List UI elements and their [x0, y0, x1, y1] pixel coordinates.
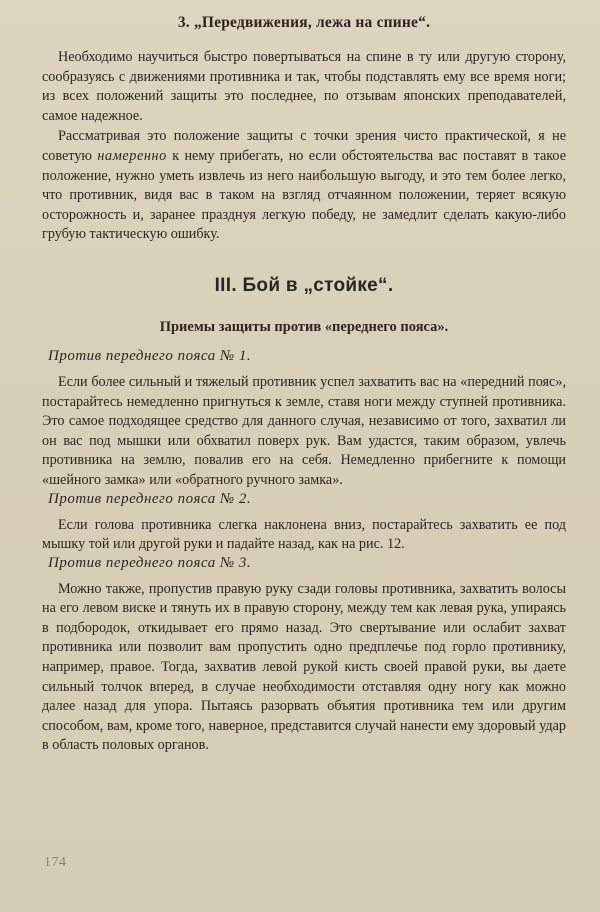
case-text-3: Можно также, пропустив правую руку сзади головы противника, захватить волосы на его левом виске и тянуть их в правую сторону, между тем как левая рука, упираясь в подбородок, откидывает его прямо назад. Это свертывание или ослабит захват противника или позволит вам пропустить одно предплечье под горло противнику, например, правое. Тогда, захватив левой рукой кисть своей правой руки, вы даете сильный толчок вперед, в случае необходимости отставляя одну ногу как можно далее назад для упора. Пытаясь разорвать объятия противника тем или другим способом, вам, кроме того, наверное, представится случай нанести ему здоровый удар в область половых органов.	[42, 580, 566, 754]
chapter-subheading: Приемы защиты против «переднего пояса».	[159, 318, 449, 335]
section-heading: 3. „Передвижения, лежа на спине“.	[177, 14, 431, 31]
section-paragraph-1: Необходимо научиться быстро повертываться на спине в ту или другую сторону, сообразуясь с движениями противника и так, чтобы подставлять ему все время ноги; из всех положений защиты это последнее, по отзывам японских преподавателей, самое надежное.	[42, 49, 566, 124]
paragraph-text-start: Рассматривая это положение защиты с точки зрения чисто практической, я не советую	[42, 128, 566, 164]
case-text-1: Если более сильный и тяжелый противник успел захватить вас на «передний пояс», постарайтесь немедленно пригнуться к земле, ставя ноги между ступней противника. Это самое подходящее средство для данного случая, независимо от того, захватил ли он вас под мышки или обхватил поверх рук. Вам удастся, таким образом, увлечь противника на землю, повалив его на себя. Немедленно прибегните к помощи «шейного замка» или «обратного ручного замка».	[42, 373, 566, 488]
section-paragraph-2	[42, 127, 566, 245]
case-title-2: Против переднего пояса № 2.	[48, 490, 252, 507]
emphasized-word: намеренно	[97, 147, 167, 164]
chapter-heading: III. Бой в „стойке“.	[214, 274, 394, 296]
case-title-3: Против переднего пояса № 3.	[48, 554, 252, 571]
case-text-2: Если голова противника слегка наклонена вниз, постарайтесь захватить ее под мышку той или другой руки и падайте назад, как на рис. 12.	[42, 516, 566, 553]
paragraph-text-end: к нему прибегать, но если обстоятельства вас поставят в такое положение, нужно уметь извлечь из него наибольшую выгоду, и это тем более легко, что противник, видя вас в таком на взгляд отчаянном положении, теряет всякую осторожность и, заранее празднуя легкую победу, не замедлит сделать какую-либо грубую тактическую ошибку.	[42, 147, 566, 243]
case-title-1: Против переднего пояса № 1.	[48, 347, 252, 364]
page-number: 174	[44, 855, 67, 870]
